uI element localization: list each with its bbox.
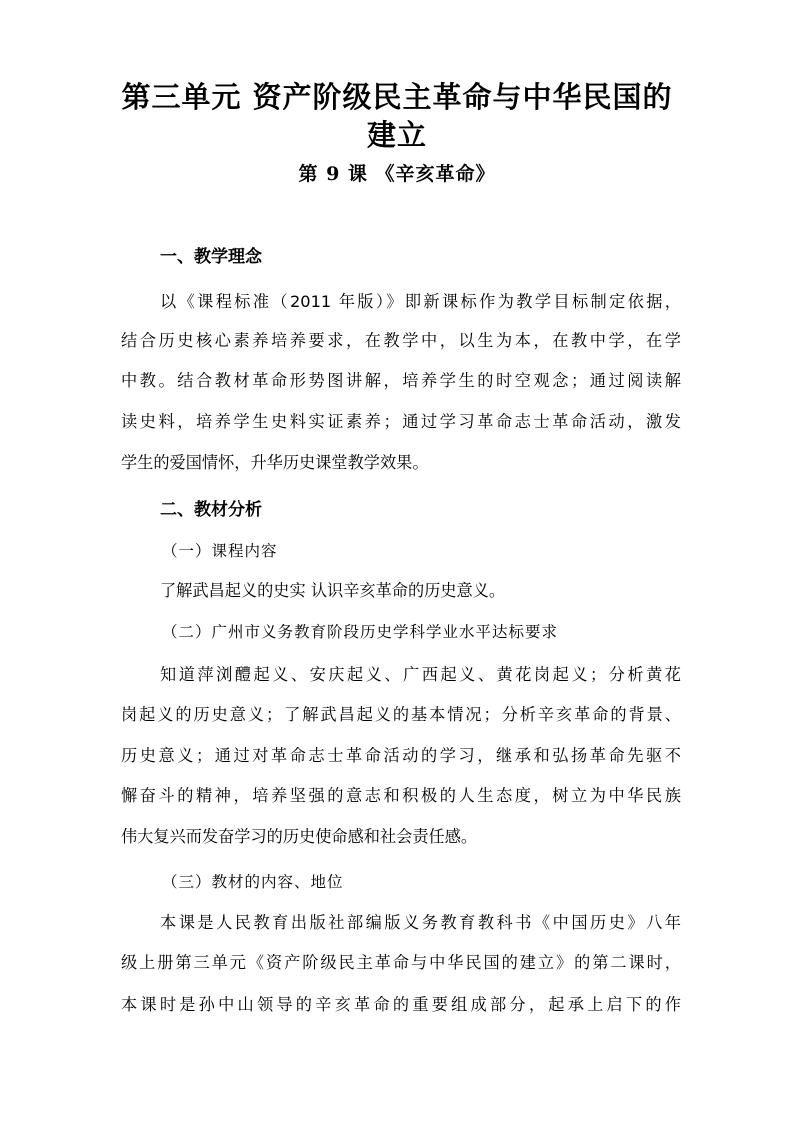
section-heading-textbook-analysis: 二、教材分析 <box>160 500 262 520</box>
subsection-label-standards: （二）广州市义务教育阶段历史学科学业水平达标要求 <box>162 623 559 641</box>
paragraph-line: 岗起义的历史意义；了解武昌起义的基本情况；分析辛亥革命的背景、 <box>121 705 681 724</box>
paragraph-line: 本课是人民教育出版社部编版义务教育教科书《中国历史》八年 <box>160 913 681 932</box>
paragraph-line: 读史料，培养学生史料实证素养；通过学习革命志士革命活动，激发 <box>121 412 681 431</box>
paragraph-line: 历史意义；通过对革命志士革命活动的学习，继承和弘扬革命先驱不 <box>121 746 681 765</box>
subsection-label-course-content: （一）课程内容 <box>162 542 278 560</box>
unit-title-line2: 建立 <box>366 118 427 152</box>
subsection-label-content-position: （三）教材的内容、地位 <box>162 873 344 891</box>
paragraph-line: 本课时是孙中山领导的辛亥革命的重要组成部分，起承上启下的作 <box>121 995 681 1014</box>
paragraph-line: 伟大复兴而发奋学习的历史使命感和社会责任感。 <box>121 827 478 846</box>
section-heading-teaching-philosophy: 一、教学理念 <box>160 247 262 267</box>
paragraph-line: 以《课程标准（2011 年版）》即新课标作为教学目标制定依据， <box>160 292 681 311</box>
unit-title-line1: 第三单元 资产阶级民主革命与中华民国的 <box>121 80 673 114</box>
paragraph-line: 知道萍浏醴起义、安庆起义、广西起义、黄花岗起义；分析黄花 <box>160 665 681 684</box>
paragraph-line: 结合历史核心素养培养要求，在教学中，以生为本，在教中学，在学 <box>121 331 681 350</box>
paragraph-line: 学生的爱国情怀，升华历史课堂教学效果。 <box>121 453 429 472</box>
paragraph-line: 级上册第三单元《资产阶级民主革命与中华民国的建立》的第二课时， <box>121 953 681 972</box>
lesson-title: 第 9 课 《辛亥革命》 <box>298 163 496 185</box>
paragraph-line: 懈奋斗的精神，培养坚强的意志和积极的人生态度，树立为中华民族 <box>121 786 681 805</box>
paragraph-line: 了解武昌起义的史实 认识辛亥革命的历史意义。 <box>160 581 506 600</box>
paragraph-line: 中教。结合教材革命形势图讲解，培养学生的时空观念；通过阅读解 <box>121 371 681 390</box>
